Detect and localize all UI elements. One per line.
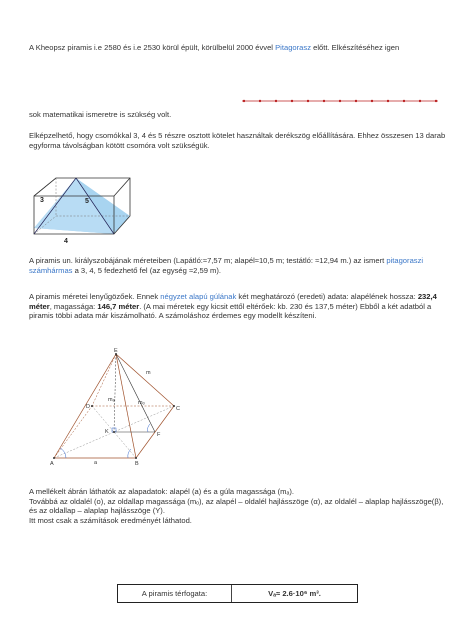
rope-knot — [339, 100, 341, 102]
rope-knot — [355, 100, 357, 102]
vertex-label-D: D — [86, 404, 90, 410]
vertex-label-A: A — [50, 461, 54, 467]
rope-knot — [419, 100, 421, 102]
square-pyramid-link[interactable]: négyzet alapú gúlának — [160, 292, 237, 301]
vertex-label-E: E — [114, 348, 118, 354]
volume-label: A piramis térfogata: — [118, 585, 232, 602]
kings-chamber-paragraph: A piramis un. királyszobájának méreteiben (Lapátló:≈7,57 m; alapél≈10,5 m; testátló: ≈12,94 m.) az ismert pitagoraszi számhármas a 3, 4, 5 fedezhető fel (az egység ≈2,59 m). — [29, 256, 424, 275]
edge-label-5: 5 — [85, 198, 89, 205]
vertex-label-B: B — [135, 461, 139, 467]
rope-knot — [371, 100, 373, 102]
room-box-diagram — [30, 170, 142, 244]
pythagorean-triple-link[interactable]: pitagoraszi számhármas — [29, 256, 424, 275]
rope-knot — [243, 100, 245, 102]
rope-knot — [435, 100, 437, 102]
intro-paragraph: A Kheopsz piramis i.e 2580 és i.e 2530 körül épült, körülbelül 2000 évvel Pitagorasz előtt. Elkészítéséhez igen — [29, 43, 400, 52]
edge-label-4: 4 — [64, 238, 68, 244]
rope-knot — [387, 100, 389, 102]
volume-result-table — [117, 584, 358, 603]
base-edge-label-a: a — [94, 460, 98, 466]
rope-knot — [291, 100, 293, 102]
rope-knot — [307, 100, 309, 102]
height-label: mₐ — [108, 397, 115, 403]
vertex-label-C: C — [176, 406, 180, 412]
edge-label-3: 3 — [40, 197, 44, 204]
rope-knot — [403, 100, 405, 102]
rope-paragraph: Elképzelhető, hogy csomókkal 3, 4 és 5 részre osztott kötelet használtak derékszög előállítására. Ehhez összesen 13 darab egyforma távolságban kötött csomóra volt szükségük. — [29, 131, 446, 150]
volume-value: Vₐ≈ 2.6·10⁶ m³. — [268, 589, 321, 598]
knotted-rope-line — [240, 95, 440, 107]
center-label-K: K — [105, 429, 109, 435]
rope-knot — [275, 100, 277, 102]
pitagorasz-link[interactable]: Pitagorasz — [275, 43, 311, 52]
intro-paragraph-end: sok matematikai ismeretre is szükség volt. — [29, 110, 172, 119]
pyramid-diagram — [46, 346, 186, 468]
dimensions-paragraph: A piramis méretei lenyűgözőek. Ennek négyzet alapú gúlának két meghatározó (eredeti) adata: alapélének hossza: 232,4 méter, magassága: 146,7 méter. (A mai méretek egy kicsit ettől eltérőek: kb. 230 és 137,5 méter) Ebből a két adatból a piramis többi adata már kiszámolható. A számoláshoz érdemes egy modellt készíteni. — [29, 292, 437, 320]
model-paragraph: A mellékelt ábrán láthatók az alapadatok: alapél (a) és a gúla magassága (mₐ). Továbbá az oldalél (o), az oldallap magassága (mₒ), az alapél – oldalél hajlásszöge (α), az oldalél – alaplap hajlásszöge(β), és az oldallap – alaplap hajlásszöge (Υ). Itt most csak a számítások eredményét láthatod. — [29, 487, 444, 525]
rope-knot — [323, 100, 325, 102]
slant-height-label: mₒ — [138, 400, 145, 406]
edge-label-m: m — [146, 370, 151, 376]
rope-knot — [259, 100, 261, 102]
midpoint-label-F: F — [157, 432, 161, 438]
